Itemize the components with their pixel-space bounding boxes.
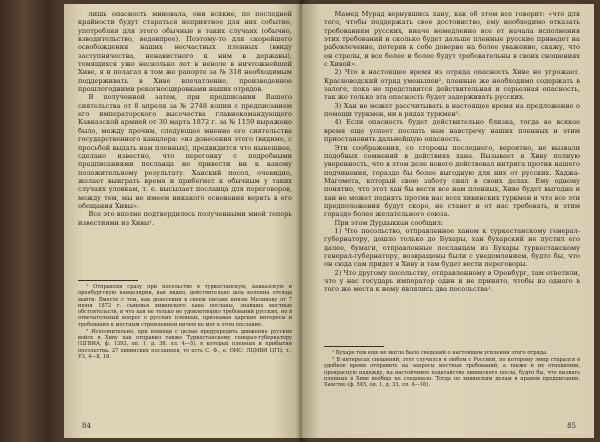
footnote: ² В интересах сношений, этот случился в любом с Россией, по которому эмир старался в удобное время отправить на запросы местных требований, а также в их отношении, прекрасную надежду, на настойчивое ходатайство хивинского посла, будто бы, что вызвать пленных в Хиве вообще не следовало. Тогда по хивинским делам в правом предписании. Ханство (ф. 545, оп. 1, д. 33, лл. 4—16).: [324, 357, 580, 389]
right-page-number: 85: [567, 422, 576, 430]
paragraph: 3) Хан не может рассчитывать в настоящее время на предложение о помощи туркмен, ни в рядах туркмен¹.: [324, 101, 580, 119]
footnote: ¹ Бухаре тем еще не могло было сведений о настоящем усилении этого отряда.: [332, 350, 548, 356]
paragraph: Эти соображения, со стороны последнего, вероятно, не вызвали подобных сомнений в действиях хана. Вызывает в Хиву полную уверенность, что в этом деле нового действовал интрига против нашего подчинения, гораздо бы более выгодную для них от русских. Хаджа-Магомета, который свою заботу снял в своих делах. Ему одному понятно, что этот хан бы вести все нам пленных, Хиве будет выгодна и хан не может поднять против нас всех хивинских туркмен и что все эти предположения будут скоро, не станет и от нас требовать, и этим гораздо более желательного союза.: [324, 143, 580, 219]
right-page: [302, 4, 594, 438]
left-page-body: [78, 10, 292, 274]
paragraph: Все это вполне подтвердилось полученными мной теперь известиями из Хивы¹.: [78, 210, 292, 227]
left-footnote-divider: [78, 280, 138, 281]
footnote: ¹ Отправляя сразу при посольстве в туркестанскую, кавказскую и оренбургскую канцелярии, как видно, действительно шла колонна отсюда выйти. Вместе с тем, как донесения в своем письме князю Меликову от 7 июня 1872 г. сыновья хивинского хана посланы, знавших местных обстоятельств, и что хан не только не удовлетворил требований русских, но в отвечательный вопрос о русских пленных, признавая царские интересы и требования к местным стремлением ничем не мог в этом послание.: [78, 284, 292, 328]
paragraph: 2) Что другому посольству, отправленному в Оренбург, там ответили, что у нас государь император один и не принято, чтобы из одного в того же места к нему являлись два посольства¹.: [324, 268, 580, 294]
paragraph: лишь опасность миновала, они всякие, по последней крайности будут стараться неприятное для них событие, употребляя для этого обычные в таких случаях (обычно, взводительство, ведовпрее). Поэтому-то для скорейшего освобождения наших несчастных пленных (ввиду заступничества, ненавистного к ним в державы), томящихся уже несколько лет в неволе в ничтожнейшей Хиве, я и полагал в том же рапорте за № 318 необходимым поддерживать в Хиве впечатление, произведенное прошлогодними рекогносцировками наших отрядов.: [78, 10, 292, 94]
right-footnote-divider: [324, 346, 384, 347]
paragraph: 2) Что в настоящее время из отряда опасность Хиве не угрожает. Красноводский отряд уменьшен², пленные же необходимо содержать в залоге, пока не представится действительная и серьезная опасность, так же только эта опасность будет задерживать русских.: [324, 68, 580, 102]
right-page-body: [324, 10, 580, 340]
left-page-number: 84: [82, 422, 91, 430]
left-page-footnotes: [78, 284, 292, 416]
footnote: ² Исполнительно, при помощи с целью предупредить движение русских войск в Хиву хан отправил также Туркестанскому генерал-губернатору (ЦГВИА, ф. 1393, оп. 1, д. 38, лл. 4—5), в которых пленных и прибытии посольства. 27 хивинских посланцев, то есть С. Ф., е. ОИС: ЛЦИВИ ЦГЦ. т., УЗ, 4—8, 16.: [78, 328, 292, 361]
paragraph: 4) Если опасность будет действительно близка, тогда во всякое время еще успеет послать нам навстречу наших пленных и этим приостановить дальнейшую опасность.: [324, 118, 580, 144]
paragraph: 1) Что посольство, отправленное ханом к туркестанскому генерал-губернатору, дошло только до Бухары, хан бухарский не пустил его далее, бумаги, отправленные посланцам из Бухары туркестанскому генерал-губернатору, возвращены были с уведомлением, будто бы, что он сюда сам придет в Хиву и там будет вести переговоры.: [324, 226, 580, 269]
left-page: [64, 4, 302, 438]
paragraph: В полученной затем, при предписании Вашего сиятельства от 8 апреля за № 2748 копии с предписанием его императорского высочества главнокомандующего Кавказской армией от 30 марта 1872 г. за № 1159 выражено было, между прочим, следующее мнение его сиятельства государственного канцлера: «из донесения этого (видимо, с просьбой выдать нам пленных), предвидится что нынешнее, сделано известно, что перегонку с подробными предписаниями посланца не привести ни к какому положительному результату. Ханский посол, очевидно, желает выиграть время и прибегнет к обычным у таких случаях уловкам, т. е. высылает посланца для переговоров, между тем, мы не имеем никакого основания верить в его обещания Хивы».: [78, 93, 292, 210]
paragraph: Мамед Мурад вернувшись хану, как об этом все говорит: «что для того, чтобы поддержать свое достоинство, ему необходимо отказать требованиям русских, иначе немедленно все от начала исполнения этих требований и сколько будет дальше пленные русские приведет на рабовлечение, потеряв к себе доверие на более уважение, скажу, что он стрелы, и все более и более будут требовательны в своих сношениях с Хивой».: [324, 10, 580, 69]
right-page-footnotes: [324, 350, 580, 418]
paragraph: При этом Дурдыкхан сообщил:: [334, 218, 444, 227]
